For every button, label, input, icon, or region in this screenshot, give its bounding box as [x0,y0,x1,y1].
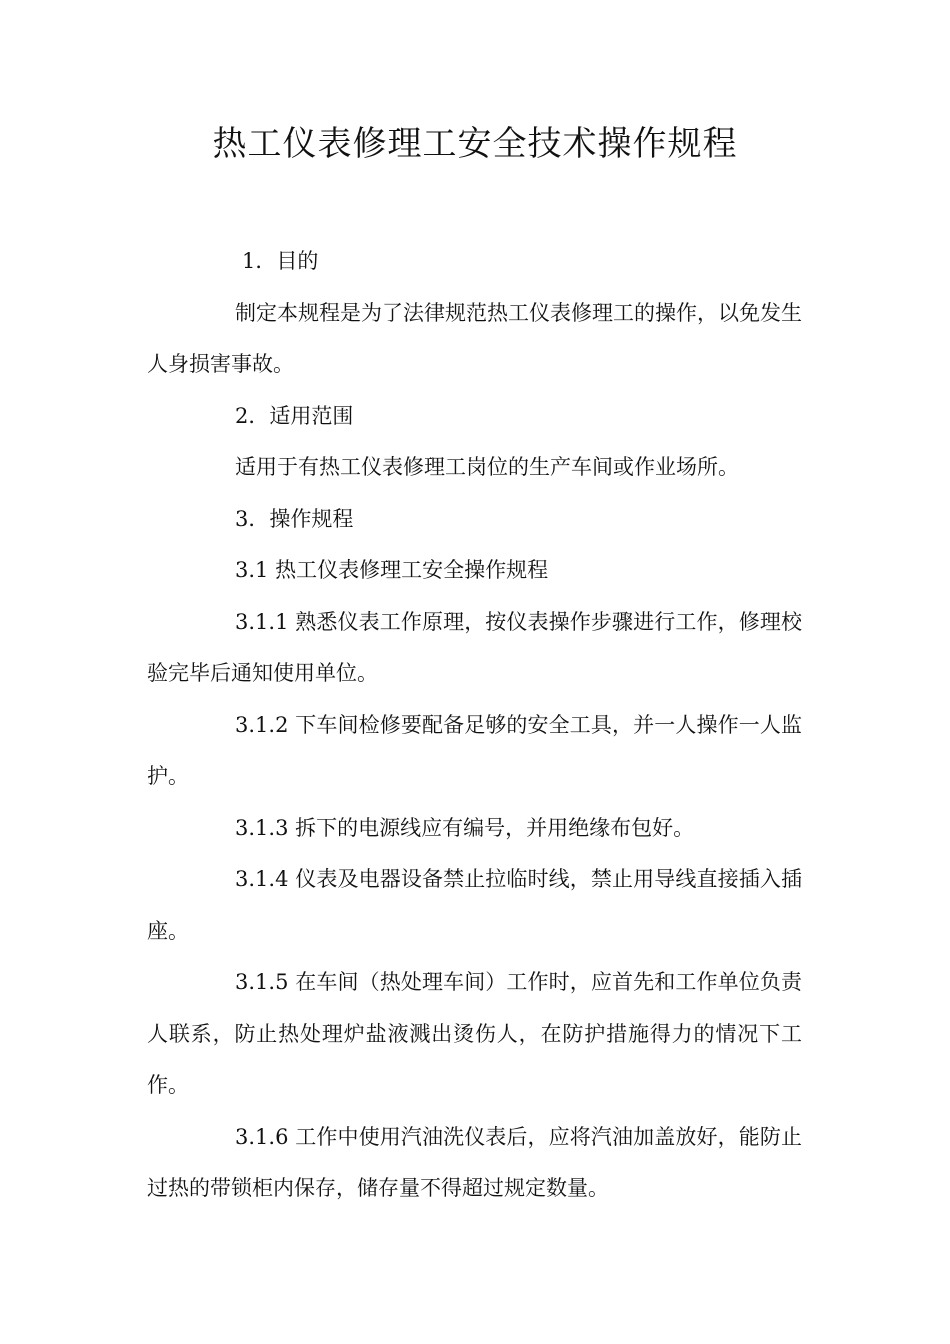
paragraph-purpose: 制定本规程是为了法律规范热工仪表修理工的操作，以免发生人身损害事故。 [147,300,802,376]
clause-3-1-5: 3.1.5 在车间（热处理车间）工作时，应首先和工作单位负责人联系，防止热处理炉盐液溅出烫伤人，在防护措施得力的情况下工作。 [147,970,802,1097]
paragraph-scope: 适用于有热工仪表修理工岗位的生产车间或作业场所。 [235,455,739,479]
clause-3-1-1: 3.1.1 熟悉仪表工作原理，按仪表操作步骤进行工作，修理校验完毕后通知使用单位。 [147,609,802,685]
subsection-heading-3-1: 3.1 热工仪表修理工安全操作规程 [235,558,549,582]
section-heading-purpose: 1．目的 [242,249,319,273]
clause-3-1-2: 3.1.2 下车间检修要配备足够的安全工具，并一人操作一人监护。 [147,712,802,788]
clause-3-1-4: 3.1.4 仪表及电器设备禁止拉临时线，禁止用导线直接插入插座。 [147,867,802,943]
document-title: 热工仪表修理工安全技术操作规程 [212,124,738,164]
section-heading-scope: 2．适用范围 [235,403,354,428]
clause-3-1-3: 3.1.3 拆下的电源线应有编号，并用绝缘布包好。 [235,815,695,840]
document-body [147,236,802,1215]
section-heading-procedures: 3．操作规程 [235,506,354,531]
clause-3-1-6: 3.1.6 工作中使用汽油洗仪表后，应将汽油加盖放好，能防止过热的带锁柜内保存，储存量不得超过规定数量。 [147,1124,802,1200]
